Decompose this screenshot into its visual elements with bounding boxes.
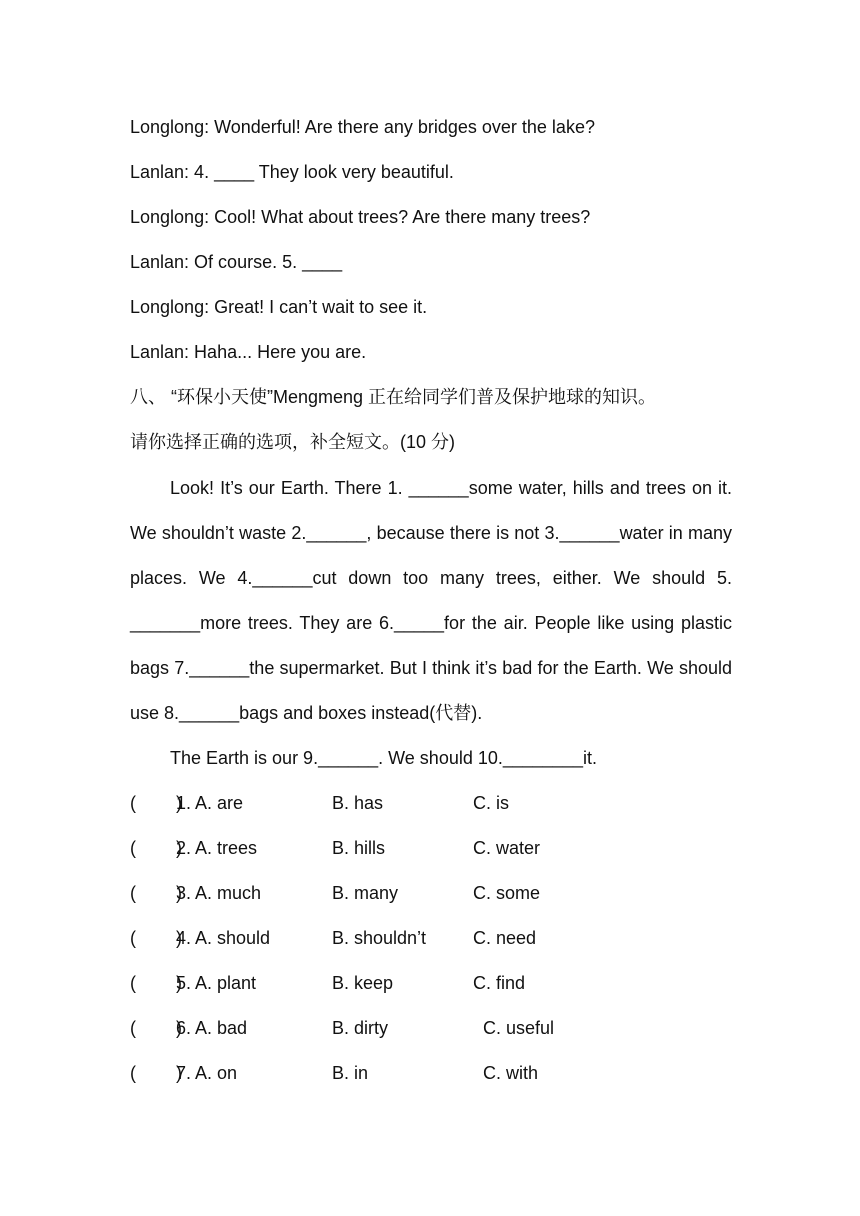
option-b: B. in bbox=[332, 1063, 369, 1083]
option-b: B. shouldn’t bbox=[332, 928, 427, 948]
passage-paragraph-1: Look! It’s our Earth. There 1. ______some water, hills and trees on it. We shouldn’t waste 2.______, because there is not 3.______water in many places. We 4.______cut down too many trees, either. We should 5. _______more trees. They are 6._____for the air. People like using plastic bags 7.______the supermarket. But I think it’s bad for the Earth. We should use 8.______bags and boxes instead(代替). bbox=[130, 478, 732, 723]
dialogue-line-6: Lanlan: Haha... Here you are. bbox=[130, 342, 367, 362]
dialogue-line-1: Longlong: Wonderful! Are there any bridges over the lake? bbox=[130, 117, 595, 137]
option-a: 1. A. are bbox=[176, 793, 244, 813]
option-a: 3. A. much bbox=[176, 883, 262, 903]
dialogue-line-2: Lanlan: 4. ____ They look very beautiful. bbox=[130, 162, 454, 182]
option-row-7 bbox=[130, 1061, 750, 1085]
option-row-2 bbox=[130, 836, 750, 860]
passage-paragraph-2: The Earth is our 9.______. We should 10.________it. bbox=[170, 748, 597, 768]
answer-blank[interactable]: ( ) bbox=[130, 1063, 182, 1083]
option-row-3 bbox=[130, 881, 750, 905]
option-b: B. many bbox=[332, 883, 399, 903]
answer-blank[interactable]: ( ) bbox=[130, 928, 182, 948]
answer-blank[interactable]: ( ) bbox=[130, 883, 182, 903]
option-row-6 bbox=[130, 1016, 750, 1040]
answer-blank[interactable]: ( ) bbox=[130, 1018, 182, 1038]
section-heading-line-2: 请你选择正确的选项，补全短文。(10 分) bbox=[130, 432, 456, 452]
dialogue-line-3: Longlong: Cool! What about trees? Are there many trees? bbox=[130, 207, 591, 227]
option-c: C. is bbox=[473, 793, 509, 813]
option-row-5 bbox=[130, 971, 750, 995]
dialogue-line-4: Lanlan: Of course. 5. ____ bbox=[130, 252, 343, 272]
option-c: C. with bbox=[483, 1063, 539, 1083]
answer-blank[interactable]: ( ) bbox=[130, 793, 182, 813]
option-b: B. dirty bbox=[332, 1018, 389, 1038]
option-a: 7. A. on bbox=[176, 1063, 238, 1083]
option-row-1 bbox=[130, 791, 750, 815]
option-c: C. some bbox=[473, 883, 541, 903]
dialogue-line-5: Longlong: Great! I can’t wait to see it. bbox=[130, 297, 428, 317]
option-a: 6. A. bad bbox=[176, 1018, 248, 1038]
option-b: B. hills bbox=[332, 838, 386, 858]
option-b: B. has bbox=[332, 793, 384, 813]
option-c: C. useful bbox=[483, 1018, 555, 1038]
option-c: C. need bbox=[473, 928, 537, 948]
option-a: 2. A. trees bbox=[176, 838, 258, 858]
option-a: 5. A. plant bbox=[176, 973, 257, 993]
answer-blank[interactable]: ( ) bbox=[130, 973, 182, 993]
section-heading-line-1: 八、 “环保小天使”Mengmeng 正在给同学们普及保护地球的知识。 bbox=[130, 387, 657, 407]
answer-blank[interactable]: ( ) bbox=[130, 838, 182, 858]
option-a: 4. A. should bbox=[176, 928, 271, 948]
option-c: C. find bbox=[473, 973, 526, 993]
option-row-4 bbox=[130, 926, 750, 950]
option-c: C. water bbox=[473, 838, 541, 858]
option-b: B. keep bbox=[332, 973, 394, 993]
